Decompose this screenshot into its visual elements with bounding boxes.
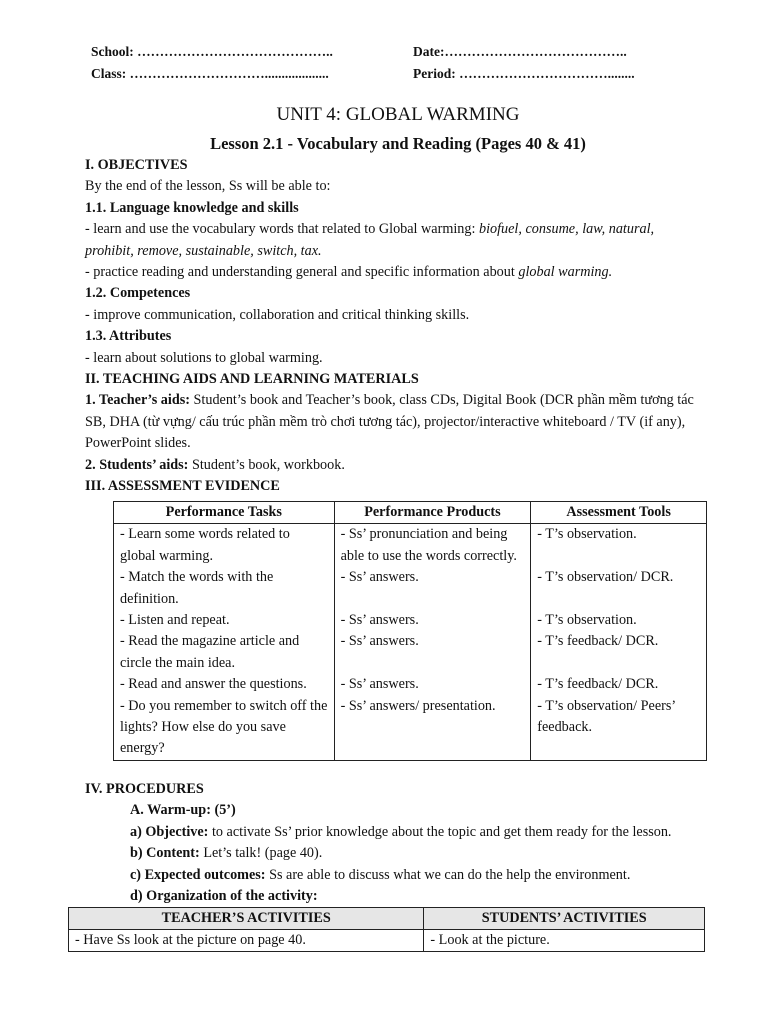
procedures-section [85, 779, 725, 907]
reading-objective: - practice reading and understanding general and specific information about global warming. [85, 264, 613, 281]
teaching-aids-heading: II. TEACHING AIDS AND LEARNING MATERIALS [85, 371, 419, 388]
competences-text: - improve communication, collaboration and critical thinking skills. [85, 306, 470, 323]
table-cell: - Listen and repeat. [114, 610, 335, 631]
column-header: Performance Products [334, 502, 531, 524]
table-row [114, 610, 707, 631]
procedures-heading: IV. PROCEDURES [85, 781, 204, 797]
table-cell: - Ss’ pronunciation and being able to use the words correctly. [334, 524, 531, 567]
column-header: TEACHER’S ACTIVITIES [69, 908, 424, 930]
school-field: School: …………………………………….. [91, 44, 333, 59]
table-row [114, 567, 707, 610]
column-header: Performance Tasks [114, 502, 335, 524]
table-row [114, 524, 707, 567]
table-cell: - Read the magazine article and circle the main idea. [114, 631, 335, 674]
lesson-body [85, 155, 715, 498]
attributes-heading: 1.3. Attributes [85, 328, 172, 345]
attributes-text: - learn about solutions to global warming. [85, 349, 323, 366]
table-cell: - Do you remember to switch off the lights? How else do you save energy? [114, 696, 335, 761]
lesson-subtitle: Lesson 2.1 - Vocabulary and Reading (Pages 40 & 41) [210, 134, 586, 153]
period-field: Period: ……………………………........ [413, 66, 635, 81]
table-cell: - T’s feedback/ DCR. [531, 674, 707, 695]
vocabulary-words: biofuel, consume, law, natural, [478, 221, 655, 238]
table-cell: - Ss’ answers. [334, 674, 531, 695]
table-row [69, 930, 705, 952]
table-cell: - Ss’ answers. [334, 610, 531, 631]
column-header: STUDENTS’ ACTIVITIES [424, 908, 705, 930]
date-field: Date:………………………………….. [413, 44, 627, 59]
table-row [114, 631, 707, 674]
table-cell: - Ss’ answers. [334, 631, 531, 674]
column-header: Assessment Tools [531, 502, 707, 524]
table-cell: - T’s observation/ DCR. [531, 567, 707, 610]
vocabulary-objective: - learn and use the vocabulary words that related to Global warming: biofuel, consume, law, natural, prohibit, remove, sustainable, switch, tax. [85, 221, 655, 259]
table-cell: - Match the words with the definition. [114, 567, 335, 610]
class-field: Class: …………………………................... [91, 66, 329, 81]
table-cell: - Read and answer the questions. [114, 674, 335, 695]
warmup-content: b) Content: Let’s talk! (page 40). [130, 845, 323, 862]
table-cell: - T’s observation/ Peers’ feedback. [531, 696, 707, 761]
table-header-row [69, 908, 705, 930]
table-cell: - Have Ss look at the picture on page 40. [69, 930, 424, 952]
table-row [114, 696, 707, 761]
objectives-intro: By the end of the lesson, Ss will be able to: [85, 178, 331, 195]
table-cell: - Learn some words related to global warming. [114, 524, 335, 567]
unit-title: UNIT 4: GLOBAL WARMING [276, 104, 520, 125]
teacher-aids: 1. Teacher’s aids: Student’s book and Teacher’s book, class CDs, Digital Book (DCR phần mềm tương tác SB, DHA (từ vựng/ cấu trúc phần mềm trò chơi tương tác), projector/interactive whiteboard / TV (if any), PowerPoint slides. [85, 392, 694, 452]
language-knowledge-heading: 1.1. Language knowledge and skills [85, 199, 299, 216]
table-cell: - T’s observation. [531, 610, 707, 631]
table-cell: - Look at the picture. [424, 930, 705, 952]
table-row [114, 674, 707, 695]
warmup-outcomes: c) Expected outcomes: Ss are able to discuss what we can do the help the environment. [130, 866, 631, 883]
table-cell: - T’s feedback/ DCR. [531, 631, 707, 674]
assessment-heading: III. ASSESSMENT EVIDENCE [85, 478, 280, 495]
activities-table [68, 907, 705, 952]
warmup-heading: A. Warm-up: (5’) [130, 802, 236, 819]
vocabulary-words-cont: prohibit, remove, sustainable, switch, tax. [85, 242, 322, 259]
assessment-table [113, 501, 707, 761]
table-cell: - Ss’ answers. [334, 567, 531, 610]
organization-heading: d) Organization of the activity: [130, 888, 318, 905]
warmup-objective: a) Objective: to activate Ss’ prior knowledge about the topic and get them ready for the lesson. [130, 823, 672, 840]
competences-heading: 1.2. Competences [85, 285, 191, 302]
table-cell: - T’s observation. [531, 524, 707, 567]
table-header-row [114, 502, 707, 524]
objectives-heading: I. OBJECTIVES [85, 157, 188, 173]
table-cell: - Ss’ answers/ presentation. [334, 696, 531, 761]
student-aids: 2. Students’ aids: Student’s book, workbook. [85, 456, 345, 473]
